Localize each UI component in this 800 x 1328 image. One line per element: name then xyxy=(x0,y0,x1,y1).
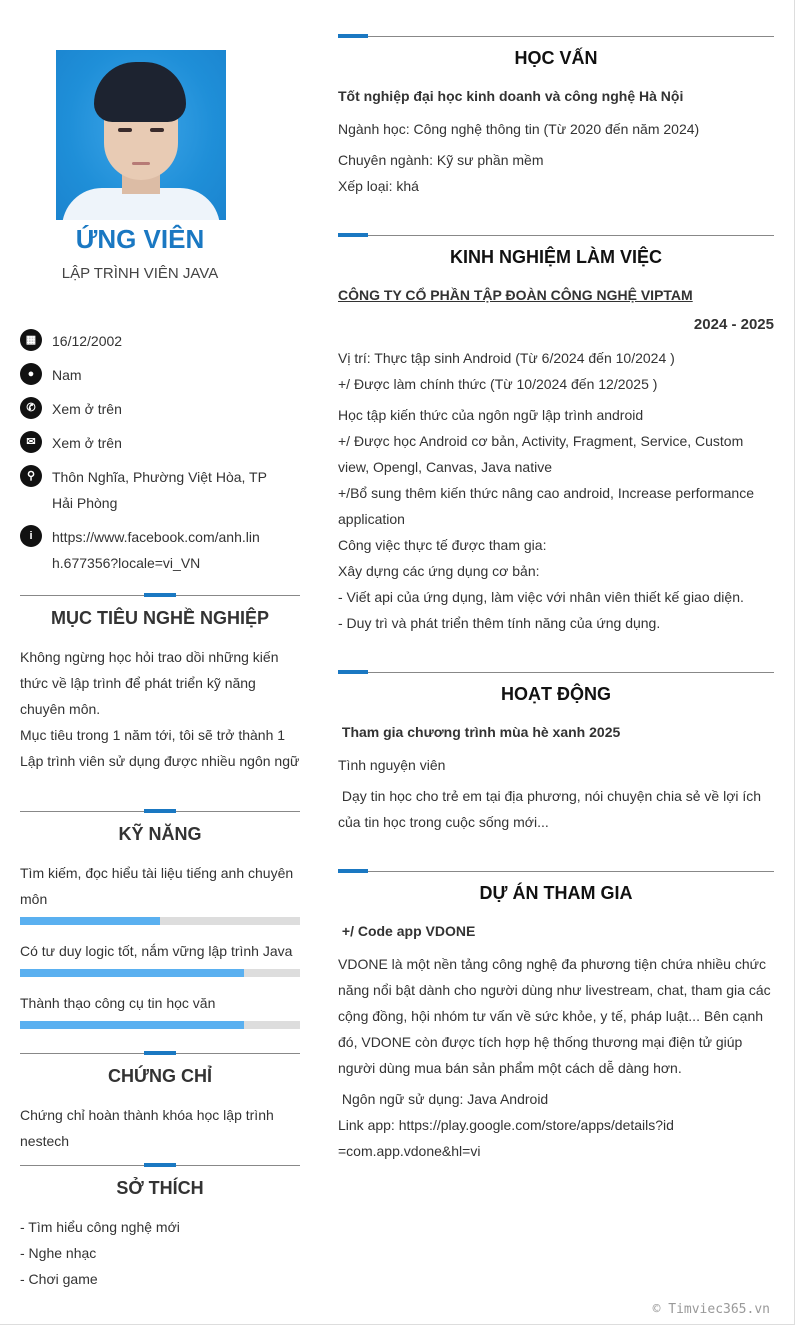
activity-title: Tham gia chương trình mùa hè xanh 2025 xyxy=(338,724,621,740)
skill-item: Có tư duy logic tốt, nắm vững lập trình Java xyxy=(20,938,300,977)
education-major: Ngành học: Công nghệ thông tin (Từ 2020 đến năm 2024) xyxy=(338,121,700,137)
contact-gender: ● Nam xyxy=(20,362,300,396)
experience-line: Công việc thực tế được tham gia: xyxy=(338,537,547,553)
experience-line: Vị trí: Thực tập sinh Android (Từ 6/2024 đến 10/2024 ) xyxy=(338,350,675,366)
skill-bar-fill xyxy=(20,969,244,977)
experience-line: - Duy trì và phát triển thêm tính năng của ứng dụng. xyxy=(338,615,661,631)
certificates-heading: CHỨNG CHỈ xyxy=(20,1053,300,1054)
contact-info xyxy=(20,328,300,584)
heading-accent xyxy=(338,670,368,674)
list-item: - Nghe nhạc xyxy=(20,1245,97,1261)
experience-line: - Viết api của ứng dụng, làm việc với nhân viên thiết kế giao diện. xyxy=(338,589,744,605)
education-heading: HỌC VẤN xyxy=(338,36,774,37)
heading-accent xyxy=(144,1051,176,1055)
heading-accent xyxy=(144,809,176,813)
list-item: - Tìm hiểu công nghệ mới xyxy=(20,1219,180,1235)
skill-bar-fill xyxy=(20,1021,244,1029)
email-icon: ✉ xyxy=(20,431,42,453)
heading-accent xyxy=(338,233,368,237)
contact-address: ⚲ Thôn Nghĩa, Phường Việt Hòa, TP Hải Phòng xyxy=(20,464,280,524)
candidate-name: ỨNG VIÊN xyxy=(75,224,205,254)
contact-email: ✉ Xem ở trên xyxy=(20,430,300,464)
calendar-icon: ▦ xyxy=(20,329,42,351)
project-link[interactable]: Link app: https://play.google.com/store/apps/details?id=com.app.vdone&hl=vi xyxy=(338,1117,674,1159)
activities-heading: HOẠT ĐỘNG xyxy=(338,672,774,673)
location-pin-icon: ⚲ xyxy=(20,465,42,487)
heading-accent xyxy=(144,593,176,597)
certificates-text: Chứng chỉ hoàn thành khóa học lập trình nestech xyxy=(20,1107,274,1149)
project-language: Ngôn ngữ sử dụng: Java Android xyxy=(338,1091,549,1107)
hobbies-list xyxy=(20,1214,300,1292)
skill-bar xyxy=(20,1021,300,1029)
contact-website[interactable]: i https://www.facebook.com/anh.linh.677356?locale=vi_VN xyxy=(20,524,270,584)
candidate-position: LẬP TRÌNH VIÊN JAVA xyxy=(61,265,219,282)
experience-period: 2024 - 2025 xyxy=(693,316,774,333)
activity-role: Tình nguyện viên xyxy=(338,757,446,773)
experience-company: CÔNG TY CỔ PHẦN TẬP ĐOÀN CÔNG NGHỆ VIPTAM xyxy=(338,287,693,303)
footer-watermark: © Timviec365.vn xyxy=(652,1302,770,1317)
experience-line: +/Bổ sung thêm kiến thức nâng cao android, Increase performance application xyxy=(338,485,755,527)
experience-heading: KINH NGHIỆM LÀM VIỆC xyxy=(338,235,774,236)
skill-item: Thành thạo công cụ tin học văn xyxy=(20,990,300,1029)
heading-accent xyxy=(144,1163,176,1167)
experience-line: +/ Được học Android cơ bản, Activity, Fragment, Service, Custom view, Opengl, Canvas, Java native xyxy=(338,433,744,475)
heading-accent xyxy=(338,34,368,38)
skill-bar xyxy=(20,917,300,925)
skill-bar-fill xyxy=(20,917,160,925)
projects-heading: DỰ ÁN THAM GIA xyxy=(338,871,774,872)
activity-description: Dạy tin học cho trẻ em tại địa phương, nói chuyện chia sẻ về lợi ích của tin học trong cuộc sống mới... xyxy=(338,788,765,830)
contact-birthday: ▦ 16/12/2002 xyxy=(20,328,300,362)
contact-phone: ✆ Xem ở trên xyxy=(20,396,300,430)
experience-line: Xây dựng các ứng dụng cơ bản: xyxy=(338,563,540,579)
heading-accent xyxy=(338,869,368,873)
phone-icon: ✆ xyxy=(20,397,42,419)
user-icon: ● xyxy=(20,363,42,385)
project-description: VDONE là một nền tảng công nghệ đa phương tiện chứa nhiều chức năng nổi bật dành cho người dùng như livestream, chat, tham gia các cộng đồng, hội nhóm tư vấn về sức khỏe, y tế, pháp luật... Bên cạnh đó, VDONE còn được tích hợp hệ thống thương mại điện tử giúp người dùng mua bán sản phẩm một cách dễ dàng hơn. xyxy=(338,956,771,1076)
skill-bar xyxy=(20,969,300,977)
avatar xyxy=(56,50,226,220)
skill-item: Tìm kiếm, đọc hiểu tài liệu tiếng anh chuyên môn xyxy=(20,860,300,925)
objective-heading: MỤC TIÊU NGHỀ NGHIỆP xyxy=(20,595,300,596)
objective-text: Không ngừng học hỏi trao dồi những kiến thức về lập trình để phát triển kỹ năng chuyên môn. Mục tiêu trong 1 năm tới, tôi sẽ trở thành 1 Lập trình viên sử dụng được nhiều ngôn ngữ xyxy=(20,649,300,769)
project-title: +/ Code app VDONE xyxy=(338,923,476,939)
hobbies-heading: SỞ THÍCH xyxy=(20,1165,300,1166)
experience-line: +/ Được làm chính thức (Từ 10/2024 đến 12/2025 ) xyxy=(338,376,658,392)
education-school: Tốt nghiệp đại học kinh doanh và công nghệ Hà Nội xyxy=(338,88,684,104)
skills-heading: KỸ NĂNG xyxy=(20,811,300,812)
experience-line: Học tập kiến thức của ngôn ngữ lập trình android xyxy=(338,407,644,423)
education-specialization: Chuyên ngành: Kỹ sư phần mềm xyxy=(338,152,544,168)
list-item: - Chơi game xyxy=(20,1271,98,1287)
education-grade: Xếp loại: khá xyxy=(338,178,419,194)
info-icon: i xyxy=(20,525,42,547)
